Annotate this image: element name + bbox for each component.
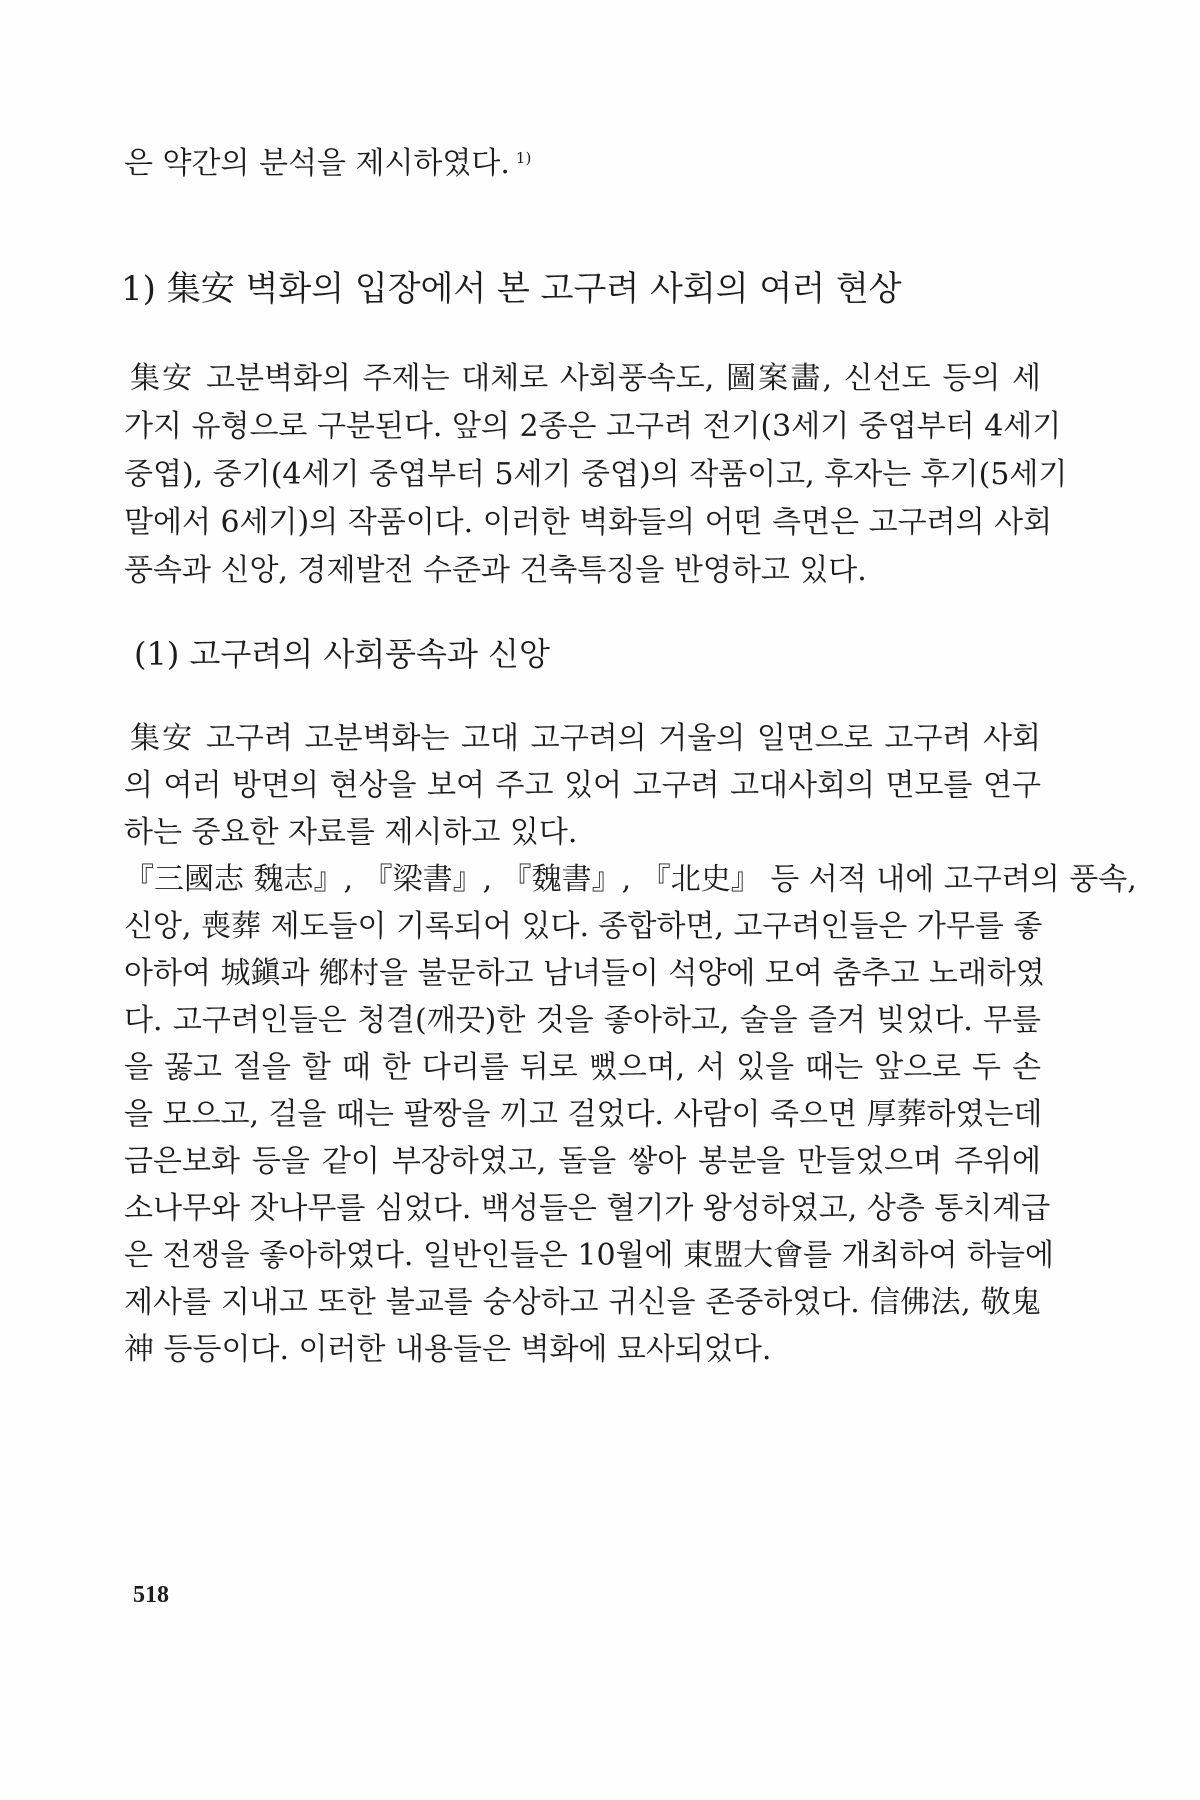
intro-text: 은 약간의 분석을 제시하였다. [124,146,510,181]
intro-line [124,144,531,184]
paragraph-line: 가지 유형으로 구분된다. 앞의 2종은 고구려 전기(3세기 중엽부터 4세기 [124,409,1062,444]
paragraph-line: 다. 고구려인들은 청결(깨끗)한 것을 좋아하고, 술을 즐겨 빚었다. 무릎 [124,1003,1041,1038]
paragraph-line: 을 꿇고 절을 할 때 한 다리를 뒤로 뻤으며, 서 있을 때는 앞으로 두 손 [124,1050,1041,1085]
paragraph-line: 하는 중요한 자료를 제시하고 있다. [124,815,578,850]
paragraph-line: 을 모으고, 걸을 때는 팔짱을 끼고 걸었다. 사람이 죽으면 厚葬하였는데 [124,1097,1043,1132]
page-number: 518 [133,1582,169,1608]
paragraph-line: 集安 고분벽화의 주제는 대체로 사회풍속도, 圖案畵, 신선도 등의 세 [130,361,1041,396]
paragraph-line: 제사를 지내고 또한 불교를 숭상하고 귀신을 존중하였다. 信佛法, 敬鬼 [124,1285,1041,1320]
paragraph-line: 神 등등이다. 이러한 내용들은 벽화에 묘사되었다. [124,1332,772,1367]
paragraph-line: 『三國志 魏志』, 『梁書』, 『魏書』, 『北史』 등 서적 내에 고구려의 풍속, [124,862,1137,897]
footnote-marker: 1) [515,149,532,167]
paragraph-line: 중엽), 중기(4세기 중엽부터 5세기 중엽)의 작품이고, 후자는 후기(5세기 [124,457,1068,492]
section-1-heading: 1) 集安 벽화의 입장에서 본 고구려 사회의 여러 현상 [121,269,902,309]
paragraph-line: 은 전쟁을 좋아하였다. 일반인들은 10월에 東盟大會를 개최하여 하늘에 [124,1238,1054,1273]
paragraph-line: 금은보화 등을 같이 부장하였고, 돌을 쌓아 봉분을 만들었으며 주위에 [124,1144,1041,1179]
paragraph-line: 소나무와 잣나무를 심었다. 백성들은 혈기가 왕성하였고, 상층 통치계급 [124,1191,1051,1226]
section-2-heading: (1) 고구려의 사회풍속과 신앙 [134,635,550,673]
paragraph-line: 풍속과 신앙, 경제발전 수준과 건축특징을 반영하고 있다. [124,553,867,588]
paragraph-line: 신앙, 喪葬 제도들이 기록되어 있다. 종합하면, 고구려인들은 가무를 좋 [124,909,1043,944]
paragraph-line: 의 여러 방면의 현상을 보여 주고 있어 고구려 고대사회의 면모를 연구 [124,768,1041,803]
paragraph-line: 集安 고구려 고분벽화는 고대 고구려의 거울의 일면으로 고구려 사회 [130,721,1041,756]
paragraph-line: 아하여 城鎭과 鄕村을 불문하고 남녀들이 석양에 모여 춤추고 노래하였 [124,956,1045,991]
paragraph-line: 말에서 6세기)의 작품이다. 이러한 벽화들의 어떤 측면은 고구려의 사회 [124,505,1053,540]
